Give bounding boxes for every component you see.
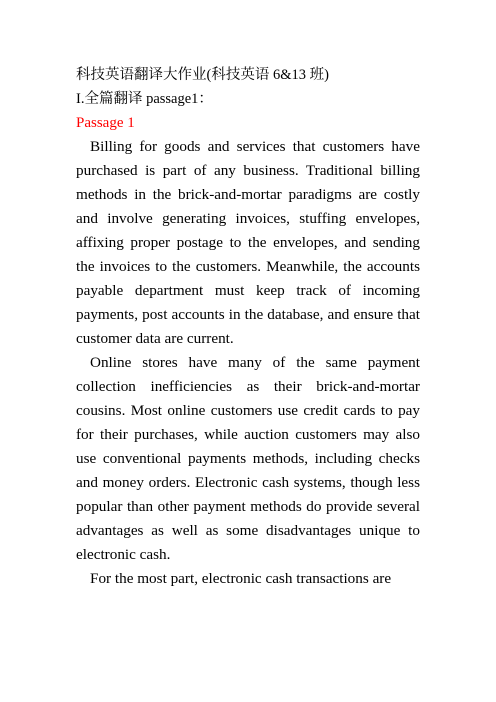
document-body	[76, 63, 420, 591]
paragraph-3: For the most part, electronic cash transactions are	[90, 570, 392, 587]
section-heading: I.全篇翻译 passage1：	[76, 91, 213, 107]
document-title: 科技英语翻译大作业(科技英语 6&13 班)	[76, 67, 329, 83]
passage-label: Passage 1	[76, 115, 135, 131]
paragraph-1: Billing for goods and services that customers have purchased is part of any business. Traditional billing methods in the brick-and-mortar paradigms are costly and involve generating invoices, stuffing envelopes, affixing proper postage to the envelopes, and sending the invoices to the customers. Meanwhile, the accounts payable department must keep track of incoming payments, post accounts in the database, and ensure that customer data are current.	[76, 138, 420, 347]
paragraph-2: Online stores have many of the same payment collection inefficiencies as their brick-and-mortar cousins. Most online customers use credit cards to pay for their purchases, while auction customers may also use conventional payments methods, including checks and money orders. Electronic cash systems, though less popular than other payment methods do provide several advantages as well as some disadvantages unique to electronic cash.	[76, 354, 420, 563]
